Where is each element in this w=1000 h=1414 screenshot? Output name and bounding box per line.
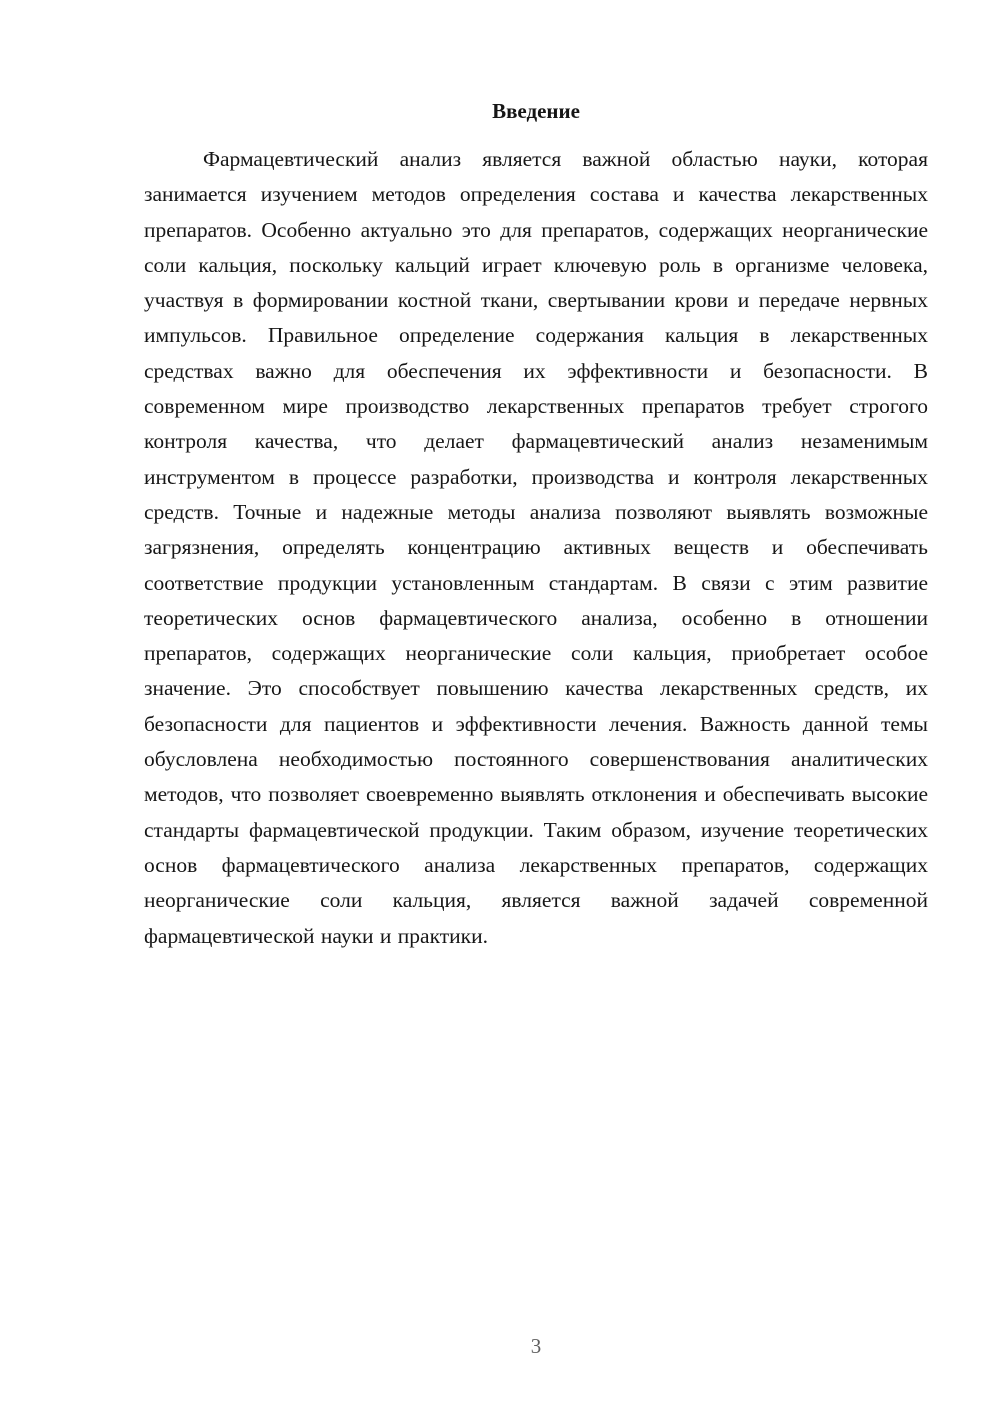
page-number: 3 [530,1334,542,1358]
body-paragraph: Фармацевтический анализ является важной областью науки, которая занимается изучением методов определения состава и качества лекарственных препаратов. Особенно актуально это для препаратов, содержащих неорганические соли кальция, поскольку кальций играет ключевую роль в организме человека, участвуя в формировании костной ткани, свертывании крови и передаче нервных импульсов. Правильное определение содержания кальция в лекарственных средствах важно для обеспечения их эффективности и безопасности. В современном мире производство лекарственных препаратов требует строгого контроля качества, что делает фармацевтический анализ незаменимым инструментом в процессе разработки, производства и контроля лекарственных средств. Точные и надежные методы анализа позволяют выявлять возможные загрязнения, определять концентрацию активных веществ и обеспечивать соответствие продукции установленным стандартам. В связи с этим развитие теоретических основ фармацевтического анализа, особенно в отношении препаратов, содержащих неорганические соли кальция, приобретает особое значение. Это способствует повышению качества лекарственных средств, их безопасности для пациентов и эффективности лечения. Важность данной темы обусловлена необходимостью постоянного совершенствования аналитических методов, что позволяет своевременно выявлять отклонения и обеспечивать высокие стандарты фармацевтической продукции. Таким образом, изучение теоретических основ фармацевтического анализа лекарственных препаратов, содержащих неорганические соли кальция, является важной задачей современной фармацевтической науки и практики. [144,147,928,948]
section-heading: Введение [492,99,580,123]
